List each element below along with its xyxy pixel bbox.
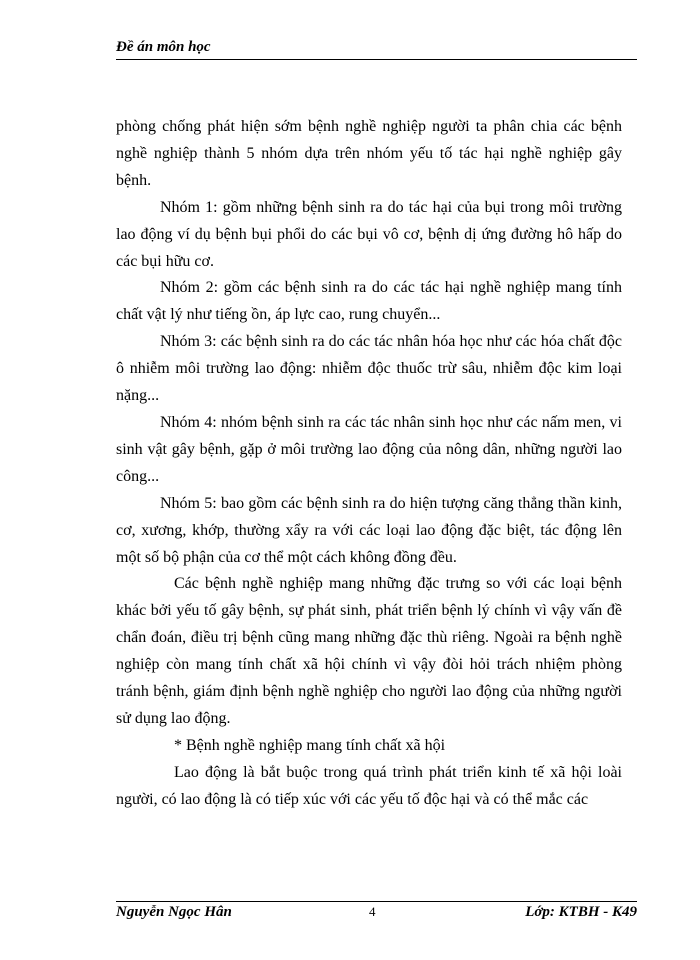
header-divider: [116, 59, 637, 60]
paragraph-characteristics: Các bệnh nghề nghiệp mang những đặc trưng so với các loại bệnh khác bởi yếu tố gây bệnh, sự phát sinh, phát triển bệnh lý chính vì vậy vấn đề chẩn đoán, điều trị bệnh cũng mang những đặc thù riêng. Ngoài ra bệnh nghề nghiệp còn mang tính chất xã hội chính vì vậy đòi hỏi trách nhiệm phòng tránh bệnh, giám định bệnh nghề nghiệp cho người lao động của những người sử dụng lao động.: [116, 575, 622, 727]
paragraph-labor: Lao động là bắt buộc trong quá trình phát triển kinh tế xã hội loài người, có lao động là có tiếp xúc với các yếu tố độc hại và có thể mắc các: [116, 763, 622, 808]
document-body: [116, 114, 622, 814]
footer-divider: [116, 901, 637, 902]
paragraph-group-4: Nhóm 4: nhóm bệnh sinh ra các tác nhân sinh học như các nấm men, vi sinh vật gây bệnh, gặp ở môi trường lao động của nông dân, những người lao công...: [116, 413, 622, 485]
paragraph-group-5: Nhóm 5: bao gồm các bệnh sinh ra do hiện tượng căng thẳng thần kinh, cơ, xương, khớp, thường xẩy ra với các loại lao động đặc biệt, tác động lên một số bộ phận của cơ thể một cách không đồng đều.: [116, 494, 622, 566]
paragraph-intro: phòng chống phát hiện sớm bệnh nghề nghiệp người ta phân chia các bệnh nghề nghiệp thành 5 nhóm dựa trên nhóm yếu tố tác hại nghề nghiệp gây bệnh.: [116, 118, 622, 189]
paragraph-group-3: Nhóm 3: các bệnh sinh ra do các tác nhân hóa học như các hóa chất độc ô nhiễm môi trường lao động: nhiễm độc thuốc trừ sâu, nhiễm độc kim loại nặng...: [116, 333, 622, 405]
footer-author: Nguyễn Ngọc Hân: [116, 904, 232, 920]
paragraph-group-2: Nhóm 2: gồm các bệnh sinh ra do các tác hại nghề nghiệp mang tính chất vật lý như tiếng ồn, áp lực cao, rung chuyển...: [116, 279, 622, 324]
footer-class-label: Lớp: KTBH - K49: [525, 904, 637, 920]
page-number: 4: [369, 904, 376, 919]
page-footer: [116, 903, 637, 923]
section-heading-social-nature: * Bệnh nghề nghiệp mang tính chất xã hội: [174, 736, 446, 754]
page-header-title: Đề án môn học: [116, 39, 211, 55]
paragraph-group-1: Nhóm 1: gồm những bệnh sinh ra do tác hại của bụi trong môi trường lao động ví dụ bệnh bụi phổi do các bụi vô cơ, bệnh dị ứng đường hô hấp do các bụi hữu cơ.: [116, 198, 622, 270]
